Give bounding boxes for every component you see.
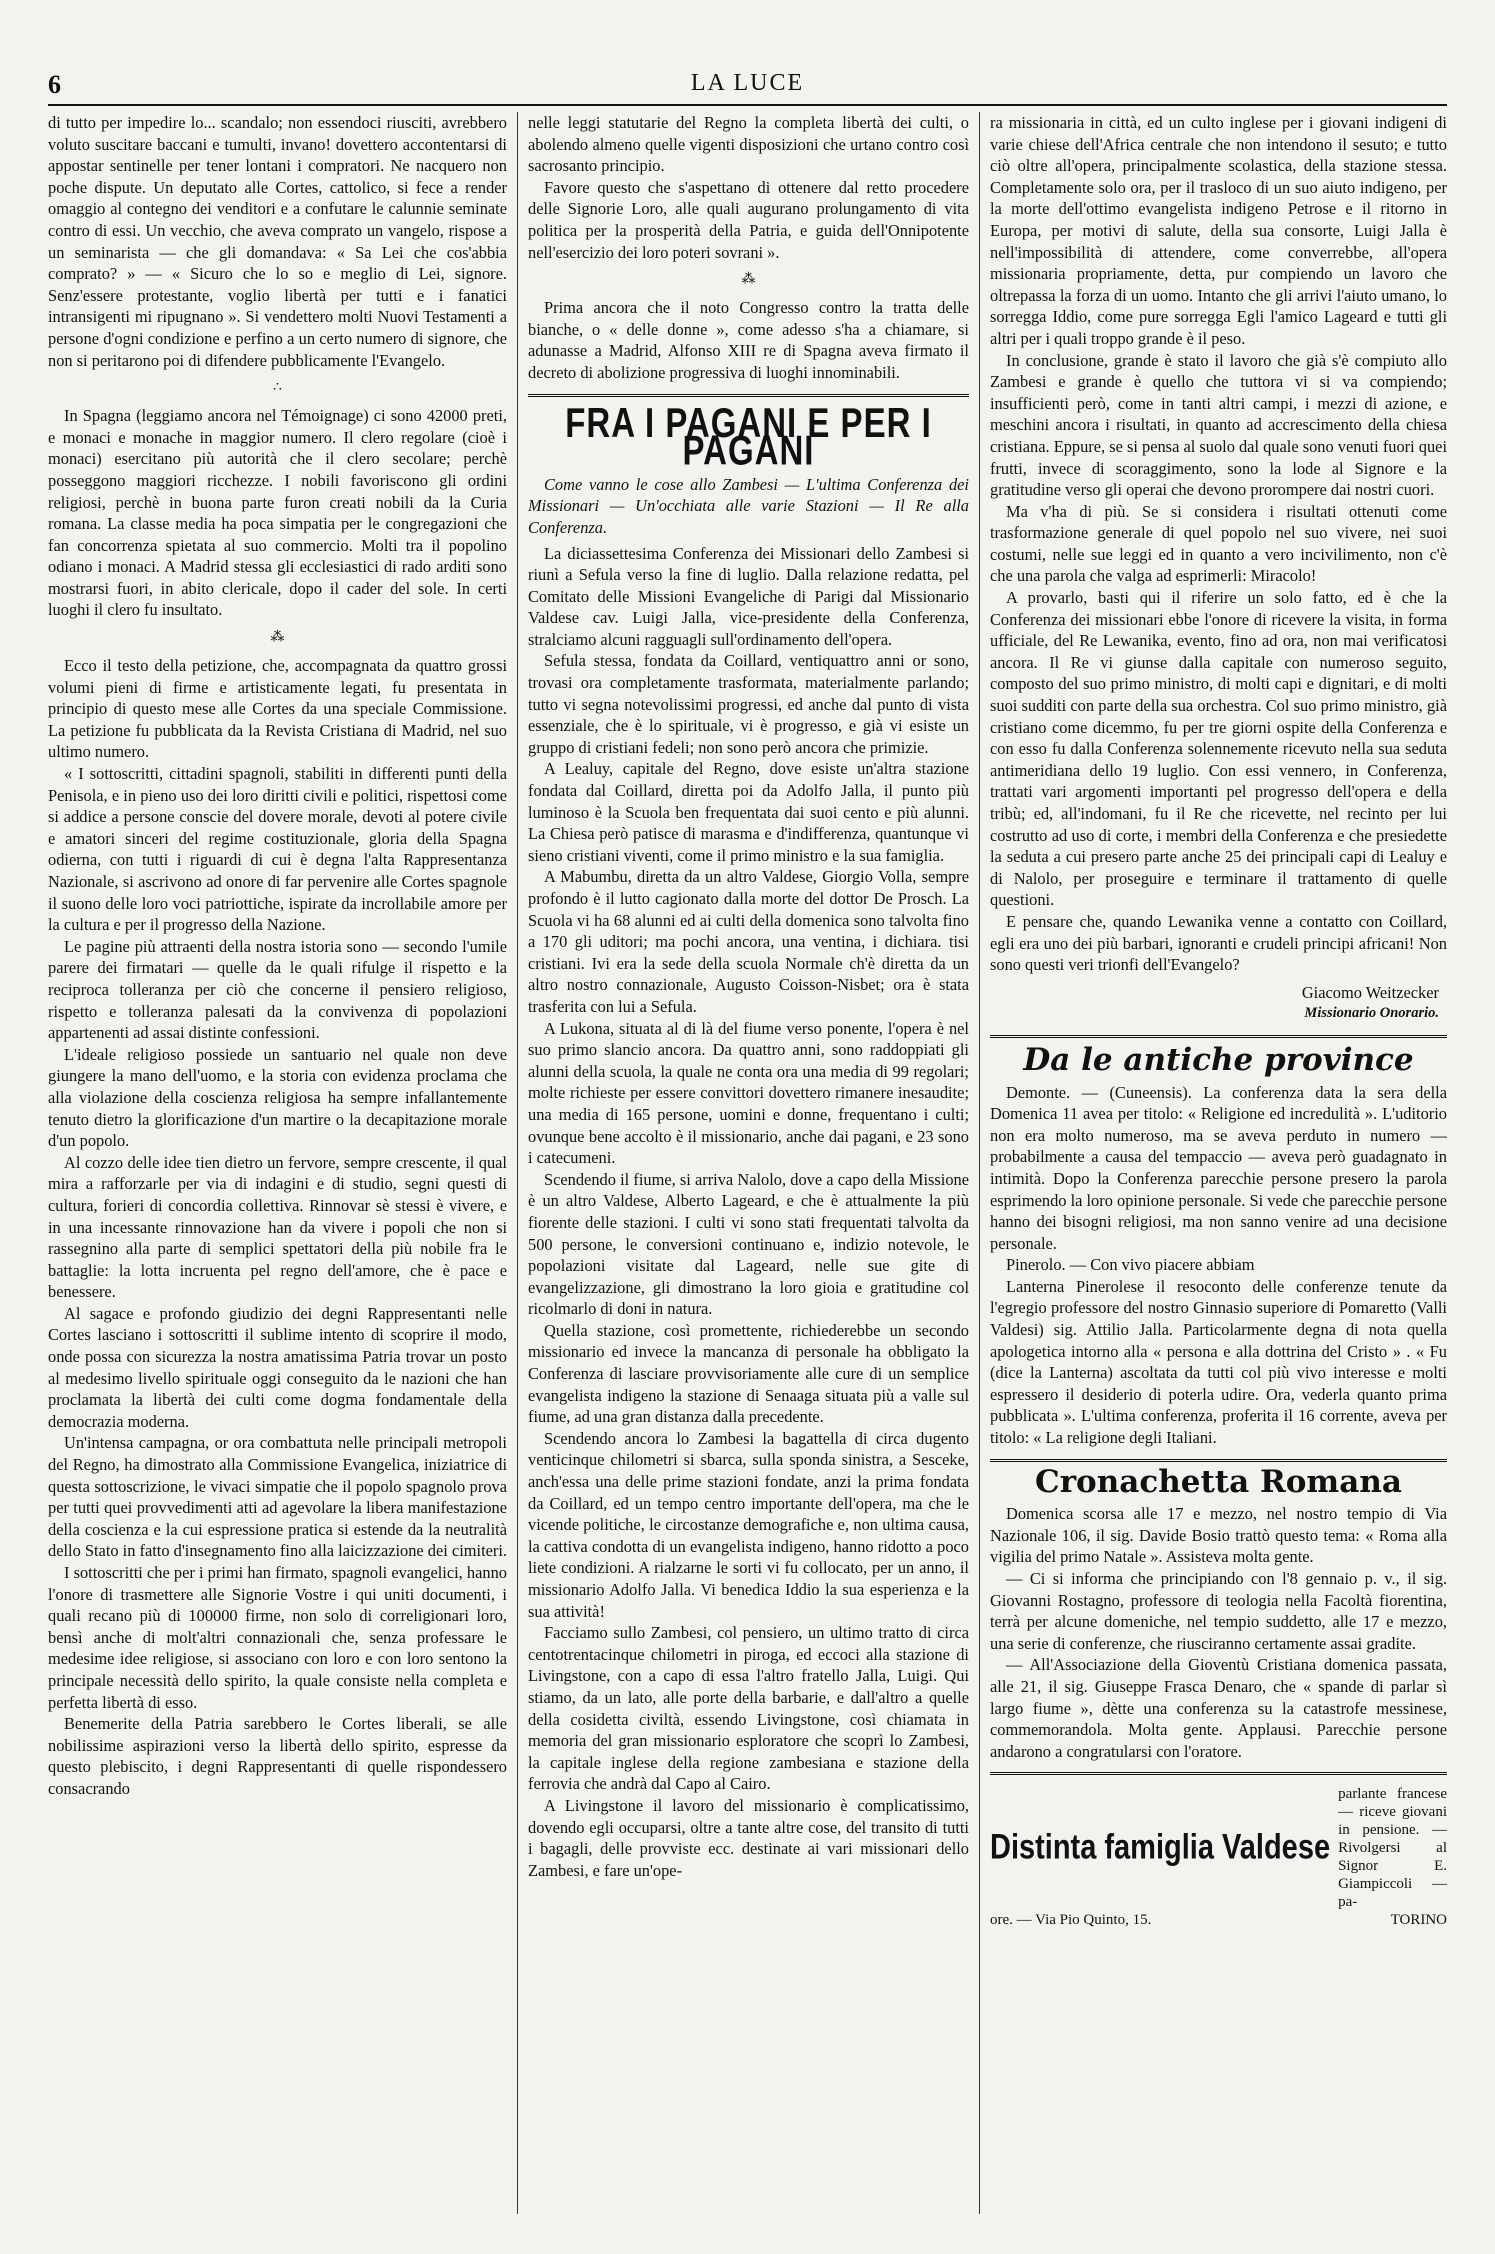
paragraph: E pensare che, quando Lewanika venne a contatto con Coillard, egli era uno dei più barbari, ignoranti e crudeli principi africani! Non sono questi veri trionfi dell'Evangelo? [990, 911, 1447, 975]
double-rule [528, 394, 969, 397]
section-subtitle: Come vanno le cose allo Zambesi — L'ultima Conferenza dei Missionari — Un'occhiata alle varie Stazioni — Il Re alla Conferenza. [528, 474, 969, 537]
column-2 [518, 112, 980, 2214]
advertisement [990, 1785, 1447, 1911]
paragraph: Scendendo ancora lo Zambesi la bagattella di circa dugento venticinque chilometri si sbarca, sulla sponda sinistra, a Sesceke, anch'essa una delle prime stazioni fondate, anzi la prima fondata da Coillard, ed un tempo centro importante dell'opera, ma che le vicende politiche, le circostanze demografiche e, non ultima causa, la cattiva condotta di un evangelista indigeno, hanno ridotto a poco liete condizioni. A rialzarne le sorti vi fu collocato, per un anno, il missionario Adolfo Jalla. Vi benedica Iddio la sua esperienza e la sua attività! [528, 1428, 969, 1621]
signature-role: Missionario Onorario. [1304, 1005, 1439, 1022]
paragraph: di tutto per impedire lo... scandalo; non essendoci riusciti, avrebbero voluto suscitare baccani e tumulti, invano! dovettero accontentarsi di appostar sentinelle per tener lontani i compratori. Ne nacquero non poche dispute. Un deputato alle Cortes, cattolico, si fece a render omaggio al contegno dei venditori e a confutare le calunnie seminate contro di essi. Un vecchio, che aveva comprato un vangelo, rispose a un seminarista — che gli domandava: « Sa Lei che cos'abbia comprato? » — « Sicuro che lo so e meglio di Lei, signore. Senz'essere protestante, voglio libertà per tutti e i fanatici intransigenti mi ripugnano ». Si vendettero molti Nuovi Testamenti a persone d'ogni condizione e perfino a un certo numero di signore, che non si peritarono poi di difendere pubblicamente l'Evangelo. [48, 113, 507, 370]
paragraph: A Livingstone il lavoro del missionario è complicatissimo, dovendo egli occuparsi, oltre a tante altre cose, del transito di tutti i bagagli, delle provviste ecc. destinate ai vari missionari dello Zambesi, e fare un'ope- [528, 1795, 969, 1880]
page-number: 6 [48, 70, 61, 99]
separator-asterism: ⁂ [741, 272, 756, 288]
paragraph: In conclusione, grande è stato il lavoro che già s'è compiuto allo Zambesi e grande è quello che tuttora vi si va compiendo; insufficienti però, come in tanti altri campi, i mezzi di azione, e meschini ancora i risultati, in quanto ad accrescimento della chiesa cristiana. Eppure, se si pensa al suolo dal quale sono venuti fuori quei frutti, invece di scoraggimento, sono la lode al Signore e la gratitudine verso gli operai che devono prorompere dai nostri cuori. [990, 350, 1447, 500]
double-rule [990, 1772, 1447, 1775]
signature-name: Giacomo Weitzecker [1301, 982, 1439, 1002]
paragraph: Un'intensa campagna, or ora combattuta nelle principali metropoli del Regno, ha dimostrato alla Commissione Evangelica, iniziatrice di questa sottoscrizione, le vivaci simpatie che il popolo spagnolo prova per tutti quei provvedimenti atti ad agevolare la libera manifestazione della coscienza e la cui espressione pratica si estende da la neutralità dello Stato in fatto d'insegnamento fino alla laicizzazione dei cimiteri. [48, 1433, 508, 1561]
columns [48, 112, 1447, 2214]
double-rule [990, 1459, 1447, 1462]
column-1 [48, 112, 518, 2214]
paragraph: Ma v'ha di più. Se si considera i risultati ottenuti come trasformazione generale di quel popolo nel suo vivere, nei suoi costumi, nelle sue leggi ed in quanto a vero incivilimento, non c'è che una parola che valga ad esprimerli: Miracolo! [990, 501, 1447, 586]
paragraph: A Lukona, situata al di là del fiume verso ponente, l'opera è nel suo primo slancio ancora. Da quattro anni, sono raddoppiati gli alunni della scuola, la quale ne conta ora una media di 99 regolari; molte richieste per essere convittori dovettero rimanere inesaudite; una media di 165 persone, uomini e donne, frequentano i culti; ovunque bene accolto è il missionario, anche dai pagani, e 23 sono i catecumeni. [528, 1018, 969, 1168]
paragraph: « I sottoscritti, cittadini spagnoli, stabiliti in differenti punti della Penisola, e in pieno uso dei loro diritti civili e politici, rispettosi come si addice a persone conscie del dovere morale, devoti al potere civile e amatori sinceri del regime costituzionale, gloria della Spagna odierna, con tutti i riguardi di cui è degna l'alta Rappresentanza Nazionale, si ascrivono ad onore di far pervenire alle Cortes spagnole il suono delle loro voci patriottiche, ispirate da incrollabile amore per la cultura e per il progresso della Nazione. [48, 764, 507, 935]
paragraph: Facciamo sullo Zambesi, col pensiero, un ultimo tratto di circa centotrentacinque chilometri in piroga, ed eccoci alla stazione di Livingstone, con a capo di essa l'altro fratello Jalla, Luigi. Qui stiamo, da un lato, alle porte della barbarie, e dall'altro a quelle della cosidetta civiltà, essendo Livingstone, così chiamata in memoria del gran missionario esploratore che scoprì lo Zambesi, la capitale inglese della regione zambesiana e stazione della ferrovia che andrà dal Capo al Cairo. [528, 1623, 969, 1794]
paragraph: — All'Associazione della Gioventù Cristiana domenica passata, alle 21, il sig. Giuseppe Frasca Denaro, che « spande di parlar sì largo fiume », dètte una conferenza su la catastrofe messinese, commemorandola. Molta gente. Applausi. Parecchie persone andarono a congratularsi con l'oratore. [990, 1655, 1447, 1761]
ad-text: parlante francese — riceve giovani in pensione. — Rivolgersi al Signor E. Giampiccoli — pa- [1338, 1786, 1447, 1911]
paragraph: nelle leggi statutarie del Regno la completa libertà dei culti, o abolendo almeno quelle vigenti disposizioni che urtano contro così sacrosanto principio. [528, 113, 969, 176]
separator-asterism: ⁂ [270, 630, 285, 646]
paragraph: Benemerite della Patria sarebbero le Cortes liberali, se alle nobilissime aspirazioni verso la libertà dello spirito, espresse da questo plebiscito, i degni Rappresentanti di quelle rispondessero consacrando [48, 1714, 507, 1798]
paragraph: Ecco il testo della petizione, che, accompagnata da quattro grossi volumi pieni di firme e artisticamente legati, fu presentata in principio di questo mese alle Cortes da una speciale Commissione. La petizione fu pubblicata da la Revista Cristiana di Madrid, nel suo ultimo numero. [48, 656, 507, 762]
paragraph: A Lealuy, capitale del Regno, dove esiste un'altra stazione fondata dal Coillard, diretta poi da Adolfo Jalla, il punto più luminoso è la Scuola ben frequentata dai suoi cento e più alunni. La Chiesa però patisce di marasma e d'indifferenza, quantunque vi sieno cristiani viventi, come il primo ministro e la sua famiglia. [528, 759, 969, 865]
paragraph: Le pagine più attraenti della nostra istoria sono — secondo l'umile parere dei firmatari — quelle da le quali rifulge il rispetto e la reciproca tolleranza per ciò che concerne il pensiero religioso, rispetto e tolleranza palesati da la convivenza di popolazioni appartenenti ad assai distinte confessioni. [48, 936, 507, 1043]
paragraph: In Spagna (leggiamo ancora nel Témoignage) ci sono 42000 preti, e monaci e monache in maggior numero. Il clero regolare (cioè i monaci) esercitano più autorità che il clero secolare; perchè posseggono maggiori ricchezze. I nobili favoriscono gli ordini religiosi, perchè in buona parte furon creati nobili da la Curia romana. La classe media ha poca simpatia per le congregazioni che fan concorrenza spietata al suo commercio. Molti tra il popolino odiano i monaci. A Madrid stessa gli ecclesiastici di rado arditi sono mostrarsi fuori, in abito clericale, dopo il cader del sole. In certi luoghi il clero fu insultato. [48, 406, 507, 620]
paragraph: Scendendo il fiume, si arriva Nalolo, dove a capo della Missione è un altro Valdese, Alberto Lageard, e che è attualmente la più fiorente delle stazioni. I culti vi sono stati frequentati talvolta da 500 persone, le conversioni continuano e, indizio notevole, le popolazioni visitate dal Lageard, nelle sue gite di evangelizzazione, gli dimostrano la loro gioia e gratitudine col ricolmarlo di doni in natura. [528, 1169, 969, 1319]
paragraph: I sottoscritti che per i primi han firmato, spagnoli evangelici, hanno l'onore di trasmettere alle Signorie Vostre i qui uniti documenti, i quali recano più di 100000 firme, non solo di correligionari loro, bensì anche di molt'altri connazionali che, senza professare le medesime idee religiose, si associano con loro e con loro sentono la principale necessità dello spirito, la quale consiste nella completa e perfetta libertà di esso. [48, 1563, 507, 1712]
paragraph: A provarlo, basti qui il riferire un solo fatto, ed è che la Conferenza dei missionari ebbe l'onore di ricevere la visita, in forma ufficiale, del Re Lewanika, evento, fino ad ora, non mai verificatosi ancora. Il Re vi giunse dalla capitale con numeroso seguito, composto del suo primo ministro, di molti capi e dignitari, e di molti suoi sudditi con parte della sua orchestra. Col suo primo ministro, già cristiano come dicemmo, fu per tre giorni ospite della Conferenza e con esso fu dalla Conferenza solennemente ricevuto nella sua seduta antimeridiana dello 19 luglio. Con essi vennero, in Conferenza, trattati vari argomenti importanti pel progresso dell'opera e della tribù; ed, all'indomani, fu il Re che ricevette, nel recinto per lui costrutto ad uso di corte, i membri della Conferenza e che presiedette la seduta a cui presero parte anche 25 dei principali capi di Lealuy e di Nalolo, per proseguire e terminare il trattamento di quelle questioni. [990, 588, 1447, 910]
paragraph: L'ideale religioso possiede un santuario nel quale non deve giungere la mano dell'uomo, e la storia con evidenza proclama che alla violazione della coscienza religiosa ha sempre infallantemente tenuto dietro la glorificazione d'un martire o la decapitazione morale d'un popolo. [48, 1044, 507, 1151]
paragraph: Lanterna Pinerolese il resoconto delle conferenze tenute da l'egregio professore del nostro Ginnasio superiore di Pomaretto (Valli Valdesi) sig. Attilio Jalla. Particolarmente degna di nota quella apologetica intorno alla « persona e alla dottrina del Cristo » . « Fu (dice la Lanterna) ascoltata da tutti col più vivo interesse e molti espressero il desiderio di poterla udire. Ora, vederla quanto prima pubblicata ». L'ultima conferenza, proferita il 16 corrente, aveva per titolo: « La religione degli Italiani. [990, 1276, 1447, 1448]
ad-address [990, 1911, 1447, 1929]
page-header [48, 70, 1447, 106]
paragraph: Al cozzo delle idee tien dietro un fervore, sempre crescente, il qual mira a rafforzarle per via di indagini e di studio, segni questi di cultura, forieri di concordia collettiva. Rinnovar sè stessi è vivere, e in una incessante rinnovazione han da vivere i popoli che non si rassegnino alla parte di semplici spettatori della più nobile fra le battaglie: la lotta incruenta pel regno dell'amore, che è pace e benessere. [48, 1152, 507, 1302]
ad-city: TORINO [1390, 1912, 1447, 1929]
ad-address-line: ore. — Via Pio Quinto, 15. [990, 1912, 1152, 1929]
paragraph: La diciassettesima Conferenza dei Missionari dello Zambesi si riunì a Sefula verso la fine di luglio. Dalla relazione redatta, pel Comitato delle Missioni Evangeliche di Parigi dal Missionario Valdese cav. Luigi Jalla, vice-presidente della Conferenza, stralciamo alcuni ragguagli sull'ordinamento dell'opera. [528, 543, 969, 649]
section-title-province: Da le antiche province [1023, 1041, 1414, 1078]
paragraph: Quella stazione, così promettente, richiederebbe un secondo missionario ed invece la mancanza di personale ha obbligato la Conferenza di lasciare provvisoriamente alle cure di un semplice evangelista indigeno la stazione di Senaaga situata più a valle sul fiume, ad una gran distanza dalla precedente. [528, 1320, 969, 1427]
section-title-cronachetta: Cronachetta Romana [1035, 1463, 1402, 1500]
paragraph: Pinerolo. — Con vivo piacere abbiam [1006, 1255, 1255, 1275]
masthead-title: LA LUCE [690, 70, 805, 96]
paragraph: A Mabumbu, diretta da un altro Valdese, Giorgio Volla, sempre profondo è il lutto cagionato dalla morte del dottor De Prosch. La Scuola vi ha 68 alunni ed ai culti della domenica sono talvolta fino a 170 gli uditori; ma pochi ancora, una ventina, i dichiara. tisi cristiani. Ivi era la sede della scuola Normale ch'è diretta da un altro nostro connazionale, Augusto Coisson-Nisbet; ora è stata trasferita con lui a Sefula. [528, 867, 969, 1016]
paragraph: ra missionaria in città, ed un culto inglese per i giovani indigeni di varie chiese dell'Africa centrale che non intendono il sesuto; e tutto ciò oltre all'opera, principalmente scolastica, della stazione stessa. Completamente solo ora, per il trasloco di un suo aiuto indigeno, per la morte dell'ottimo evangelista indigeno Petrose e il ritorno in Europa, per motivi di salute, della sua consorte, Luigi Jalla è nell'impossibilità di attendere, come converrebbe, all'opera missionaria propriamente, detta, pur compiendo un lavoro che oltrepassa la forza di un uomo. Intanto che gli arrivi l'aiuto umano, lo sorregga Iddio, come pure sorregga Egli l'amico Lageard e tutti gli altri per i quali troppo grande è il peso. [990, 113, 1447, 348]
ad-title: Distinta famiglia Valdese [990, 1828, 1331, 1867]
paragraph: Al sagace e profondo giudizio dei degni Rappresentanti nelle Cortes lasciano i sottoscritti il sublime intento di scoprire il modo, onde possa con sicurezza la nostra amatissima Patria trovar un posto al medesimo livello spirituale oggi conseguito da le nazioni che han proclamata la libertà dei culti come dogma fondamentale della democrazia moderna. [48, 1303, 507, 1431]
column-3 [980, 112, 1447, 2214]
section-title: FRA I PAGANI E PER I PAGANI [565, 399, 932, 473]
paragraph: Domenica scorsa alle 17 e mezzo, nel nostro tempio di Via Nazionale 106, il sig. Davide Bosio trattò questo tema: « Roma alla vigilia del primo Natale ». Assisteva molta gente. [990, 1504, 1447, 1567]
paragraph: Prima ancora che il noto Congresso contro la tratta delle bianche, o « delle donne », come adesso s'ha a chiamare, si adunasse a Madrid, Alfonso XIII re di Spagna aveva firmato il decreto di abolizione progressiva di luoghi innominabili. [528, 298, 969, 382]
paragraph: Sefula stessa, fondata da Coillard, ventiquattro anni or sono, trovasi ora completamente trasformata, materialmente parlando; tutto vi segna notevolissimi progressi, ed anche dal punto di vista essenziale, che è lo spirituale, vi è progresso, e già vi esiste un gruppo di cristiani fedeli; non sono però ancora che primizie. [528, 651, 969, 757]
paragraph: Demonte. — (Cuneensis). La conferenza data la sera della Domenica 11 avea per titolo: « Religione ed incredulità ». L'uditorio non era molto numeroso, ma se aveva perduto in numero — probabilmente a causa del tempaccio — aveva però guadagnato in intimità. Dopo la Conferenza parecchie persone presero la parola esprimendo la loro opinione personale. Si vede che parecchie persone hanno dei bisogni religiosi, ma non sanno venire ad una decisione personale. [990, 1082, 1447, 1253]
paragraph: — Ci si informa che principiando con l'8 gennaio p. v., il sig. Giovanni Rostagno, professore di teologia nella Facoltà fiorentina, terrà per alcune domeniche, nel tempio suddetto, alle 17 e mezzo, una serie di conferenze, che riusciranno certamente assai gradite. [990, 1569, 1447, 1653]
separator-asterism: ∴ [273, 380, 282, 396]
paragraph: Favore questo che s'aspettano di ottenere dal retto procedere delle Signorie Loro, alle quali augurano prolungamento di vita politica per la prosperità della Patria, e guida dell'Onnipotente nell'esercizio dei loro poteri sovrani ». [528, 177, 969, 262]
double-rule [990, 1035, 1447, 1038]
